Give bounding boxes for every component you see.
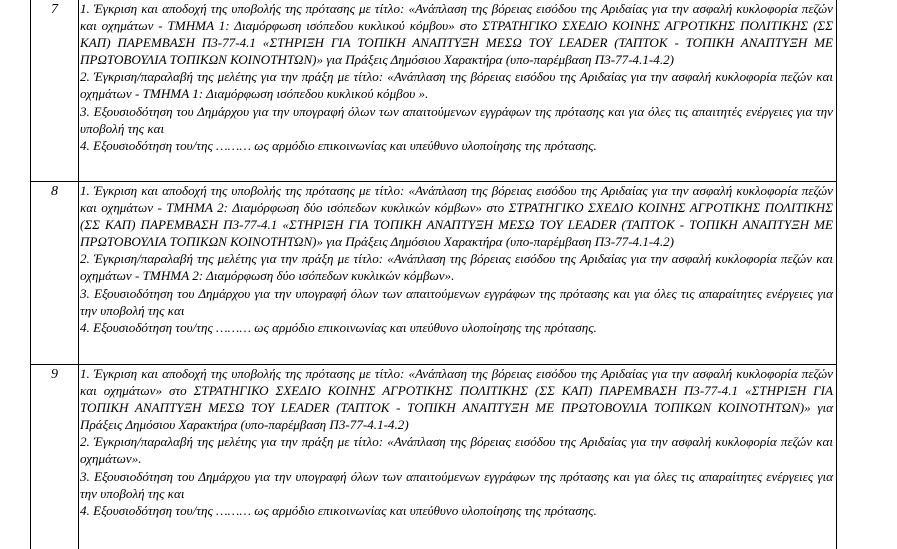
list-item: 3. Εξουσιοδότηση του Δημάρχου για την υπογραφή όλων των απαιτούμενων εγγράφων της πρότασης και για όλες τις απαιτητές ενέργειες για την υποβολή της και xyxy=(80,103,833,136)
row-content xyxy=(80,365,833,519)
table-row xyxy=(31,0,836,182)
row-content xyxy=(80,0,833,154)
row-content xyxy=(80,182,833,336)
list-item: 3. Εξουσιοδότηση του Δημάρχου για την υπογραφή όλων των απαιτούμενων εγγράφων της πρότασης και για όλες τις απαραίτητες ενέργειες για την υποβολή της και xyxy=(80,468,833,501)
list-item: 2. Έγκριση/παραλαβή της μελέτης για την πράξη με τίτλο: «Ανάπλαση της βόρειας εισόδου της Αριδαίας για την ασφαλή κυκλοφορία πεζών και οχημάτων - ΤΜΗΜΑ 2: Διαμόρφωση δύο ισόπεδων κυκλικών κόμβων». xyxy=(80,251,833,284)
list-item: 4. Εξουσιοδότηση του/της ……… ως αρμόδιο επικοινωνίας και υπεύθυνο υλοποίησης της πρότασης. xyxy=(80,319,597,335)
list-item: 2. Έγκριση/παραλαβή της μελέτης για την πράξη με τίτλο: «Ανάπλαση της βόρειας εισόδου της Αριδαίας για την ασφαλή κυκλοφορία πεζών και οχημάτων». xyxy=(80,434,833,467)
list-item: 3. Εξουσιοδότηση του Δημάρχου για την υπογραφή όλων των απαιτούμενων εγγράφων της πρότασης και για όλες τις απαραίτητες ενέργειες για την υποβολή της και xyxy=(80,285,833,318)
table-row xyxy=(31,182,836,365)
list-item: 4. Εξουσιοδότηση του/της ……… ως αρμόδιο επικοινωνίας και υπεύθυνο υλοποίησης της πρότασης. xyxy=(80,137,597,153)
row-number: 9 xyxy=(31,365,79,549)
table-row xyxy=(31,365,836,549)
decisions-table xyxy=(30,0,837,549)
list-item: 1. Έγκριση και αποδοχή της υποβολής της πρότασης με τίτλο: «Ανάπλαση της βόρειας εισόδου της Αριδαίας για την ασφαλή κυκλοφορία πεζών και οχημάτων» στο ΣΤΡΑΤΗΓΙΚΟ ΣΧΕΔΙΟ ΚΟΙΝΗΣ ΑΓΡΟΤΙΚΗΣ ΠΟΛΙΤΙΚΗΣ (ΣΣ ΚΑΠ) ΠΑΡΕΜΒΑΣΗ Π3-77-4.1 «ΣΤΗΡΙΞΗ ΓΙΑ ΤΟΠΙΚΗ ΑΝΑΠΤΥΞΗ ΜΕΣΩ ΤΟΥ LEADER (ΤΑΠΤΟΚ - ΤΟΠΙΚΗ ΑΝΑΠΤΥΞΗ ΜΕ ΠΡΩΤΟΒΟΥΛΙΑ ΤΟΠΙΚΩΝ ΚΟΙΝΟΤΗΤΩΝ)» για Πράξεις Δημόσιου Χαρακτήρα (υπο-παρέμβαση Π3-77-4.1-4.2) xyxy=(80,366,833,433)
list-item: 4. Εξουσιοδότηση του/της ……… ως αρμόδιο επικοινωνίας και υπεύθυνο υλοποίησης της πρότασης. xyxy=(80,502,597,518)
list-item: 1. Έγκριση και αποδοχή της υποβολής της πρότασης με τίτλο: «Ανάπλαση της βόρειας εισόδου της Αριδαίας για την ασφαλή κυκλοφορία πεζών και οχημάτων - ΤΜΗΜΑ 1: Διαμόρφωση ισόπεδου κυκλικού κόμβου» στο ΣΤΡΑΤΗΓΙΚΟ ΣΧΕΔΙΟ ΚΟΙΝΗΣ ΑΓΡΟΤΙΚΗΣ ΠΟΛΙΤΙΚΗΣ (ΣΣ ΚΑΠ) ΠΑΡΕΜΒΑΣΗ Π3-77-4.1 «ΣΤΗΡΙΞΗ ΓΙΑ ΤΟΠΙΚΗ ΑΝΑΠΤΥΞΗ ΜΕΣΩ ΤΟΥ LEADER (ΤΑΠΤΟΚ - ΤΟΠΙΚΗ ΑΝΑΠΤΥΞΗ ΜΕ ΠΡΩΤΟΒΟΥΛΙΑ ΤΟΠΙΚΩΝ ΚΟΙΝΟΤΗΤΩΝ)» για Πράξεις Δημόσιου Χαρακτήρα (υπο-παρέμβαση Π3-77-4.1-4.2) xyxy=(80,1,833,68)
row-number: 8 xyxy=(31,182,79,364)
list-item: 1. Έγκριση και αποδοχή της υποβολής της πρότασης με τίτλο: «Ανάπλαση της βόρειας εισόδου της Αριδαίας για την ασφαλή κυκλοφορία πεζών και οχημάτων - ΤΜΗΜΑ 2: Διαμόρφωση δύο ισόπεδων κυκλικών κόμβων» στο ΣΤΡΑΤΗΓΙΚΟ ΣΧΕΔΙΟ ΚΟΙΝΗΣ ΑΓΡΟΤΙΚΗΣ ΠΟΛΙΤΙΚΗΣ (ΣΣ ΚΑΠ) ΠΑΡΕΜΒΑΣΗ Π3-77-4.1 «ΣΤΗΡΙΞΗ ΓΙΑ ΤΟΠΙΚΗ ΑΝΑΠΤΥΞΗ ΜΕΣΩ ΤΟΥ LEADER (ΤΑΠΤΟΚ - ΤΟΠΙΚΗ ΑΝΑΠΤΥΞΗ ΜΕ ΠΡΩΤΟΒΟΥΛΙΑ ΤΟΠΙΚΩΝ ΚΟΙΝΟΤΗΤΩΝ)» για Πράξεις Δημόσιου Χαρακτήρα (υπο-παρέμβαση Π3-77-4.1-4.2) xyxy=(80,183,833,250)
row-number: 7 xyxy=(31,0,79,181)
list-item: 2. Έγκριση/παραλαβή της μελέτης για την πράξη με τίτλο: «Ανάπλαση της βόρειας εισόδου της Αριδαίας για την ασφαλή κυκλοφορία πεζών και οχημάτων - ΤΜΗΜΑ 1: Διαμόρφωση ισόπεδου κυκλικού κόμβου ». xyxy=(80,69,833,102)
